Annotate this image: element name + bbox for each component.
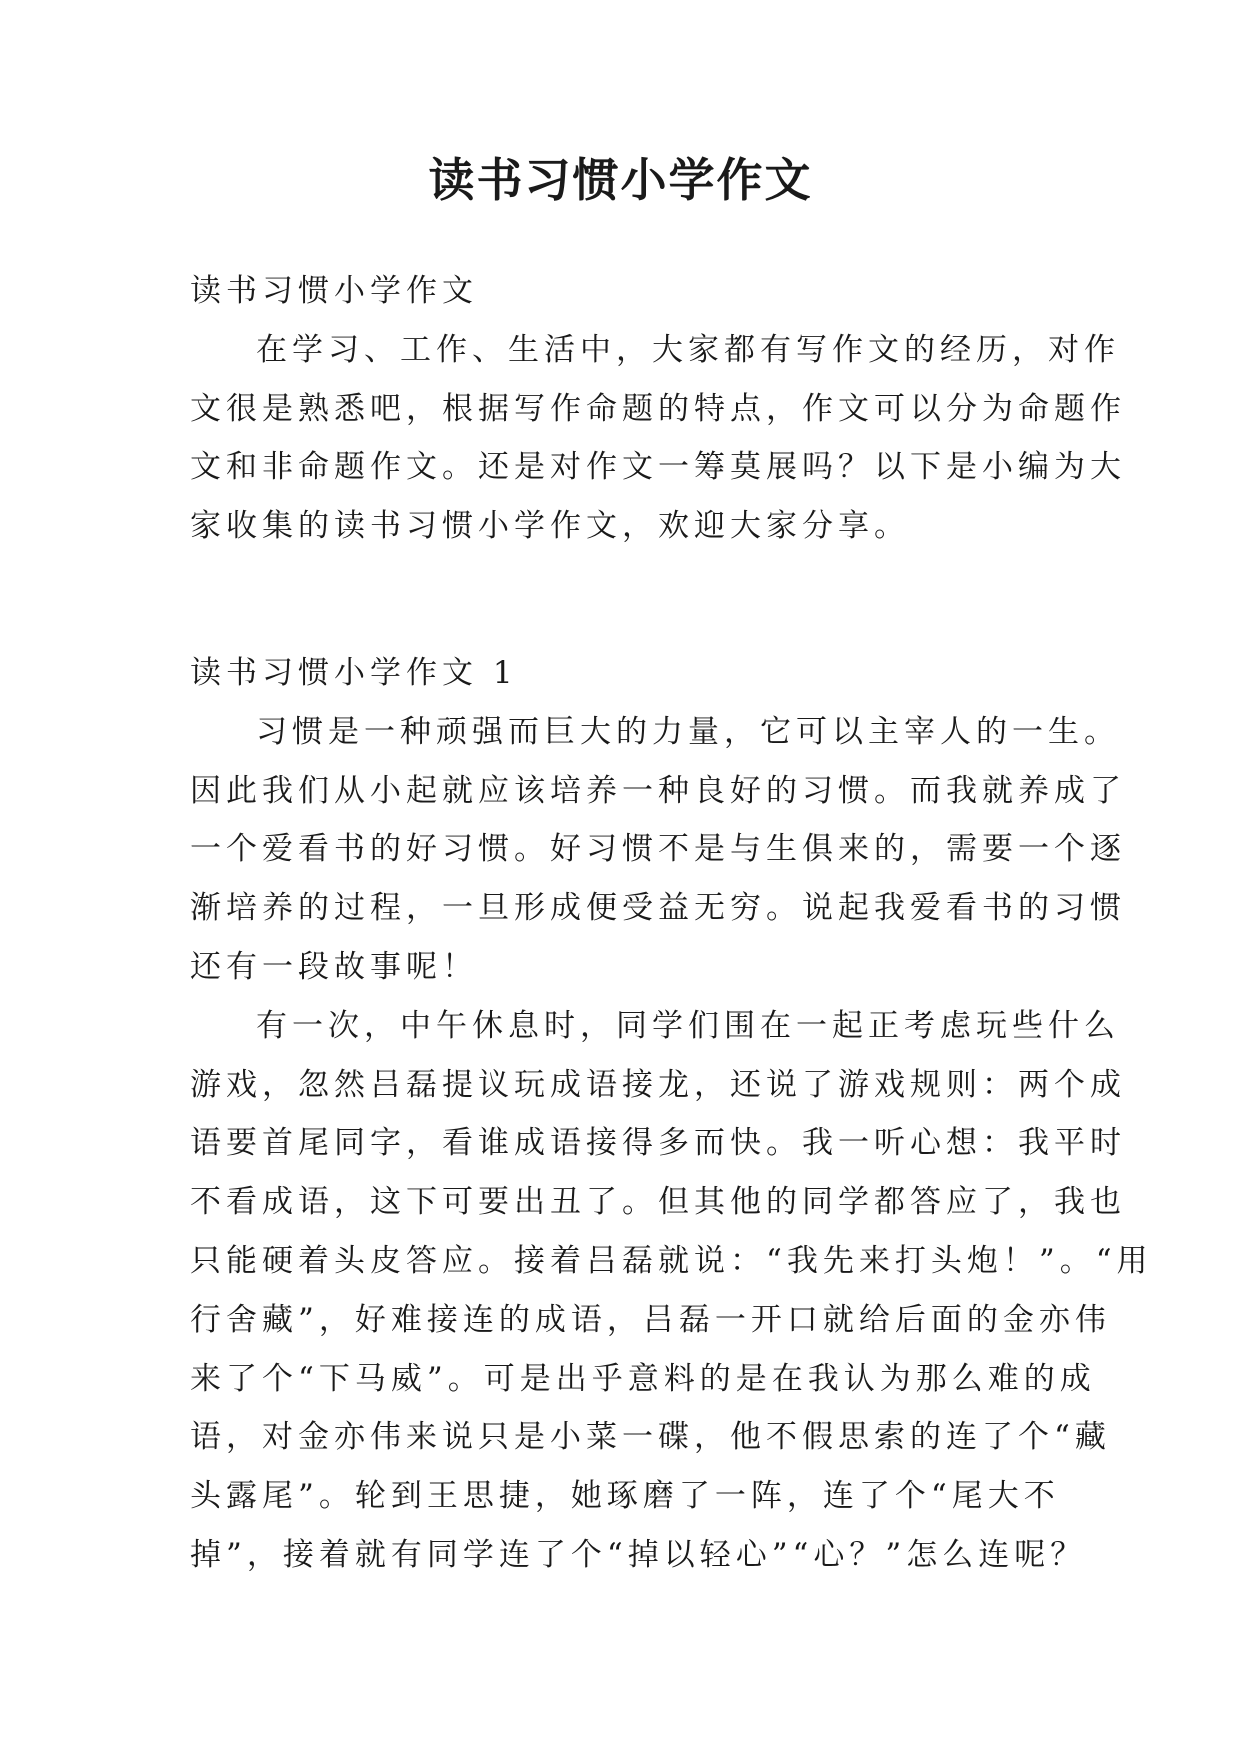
paragraph-line: 游戏，忽然吕磊提议玩成语接龙，还说了游戏规则：两个成 [190,1066,1126,1103]
paragraph-line: 只能硬着头皮答应。接着吕磊就说：“我先来打头炮！”。“用 [190,1242,1153,1279]
intro-paragraph [190,321,1126,556]
paragraph-line: 还有一段故事呢！ [190,948,478,985]
paragraph-1 [190,703,1126,997]
paragraph-line: 来了个“下马威”。可是出乎意料的是在我认为那么难的成 [190,1360,1096,1397]
document-body [190,262,1153,1585]
paragraph-line: 家收集的读书习惯小学作文，欢迎大家分享。 [190,508,910,545]
paragraph-line: 语，对金亦伟来说只是小菜一碟，他不假思索的连了个“藏 [190,1419,1111,1456]
paragraph-line: 文和非命题作文。还是对作文一筹莫展吗？以下是小编为大 [190,449,1126,486]
paragraph-line: 在学习、工作、生活中，大家都有写作文的经历，对作 [256,331,1120,368]
section-heading-1: 读书习惯小学作文 1 [190,654,518,691]
paragraph-line: 头露尾”。轮到王思捷，她琢磨了一阵，连了个“尾大不 [190,1478,1060,1515]
paragraph-line: 文很是熟悉吧，根据写作命题的特点，作文可以分为命题作 [190,390,1126,427]
paragraph-line: 行舍藏”，好难接连的成语，吕磊一开口就给后面的金亦伟 [190,1301,1111,1338]
intro-heading: 读书习惯小学作文 [190,273,478,309]
document-title: 读书习惯小学作文 [428,153,813,207]
paragraph-line: 因此我们从小起就应该培养一种良好的习惯。而我就养成了 [190,772,1126,809]
paragraph-2 [190,997,1153,1585]
paragraph-line: 习惯是一种顽强而巨大的力量，它可以主宰人的一生。 [256,713,1120,750]
paragraph-line: 有一次，中午休息时，同学们围在一起正考虑玩些什么 [256,1007,1120,1044]
paragraph-line: 不看成语，这下可要出丑了。但其他的同学都答应了，我也 [190,1184,1126,1221]
paragraph-line: 一个爱看书的好习惯。好习惯不是与生俱来的，需要一个逐 [190,831,1126,868]
paragraph-line: 渐培养的过程，一旦形成便受益无穷。说起我爱看书的习惯 [190,890,1126,927]
section-spacer [190,556,1060,644]
paragraph-line: 掉”，接着就有同学连了个“掉以轻心”“心？”怎么连呢？ [190,1536,1087,1573]
paragraph-line: 语要首尾同字，看谁成语接得多而快。我一听心想：我平时 [190,1125,1126,1162]
